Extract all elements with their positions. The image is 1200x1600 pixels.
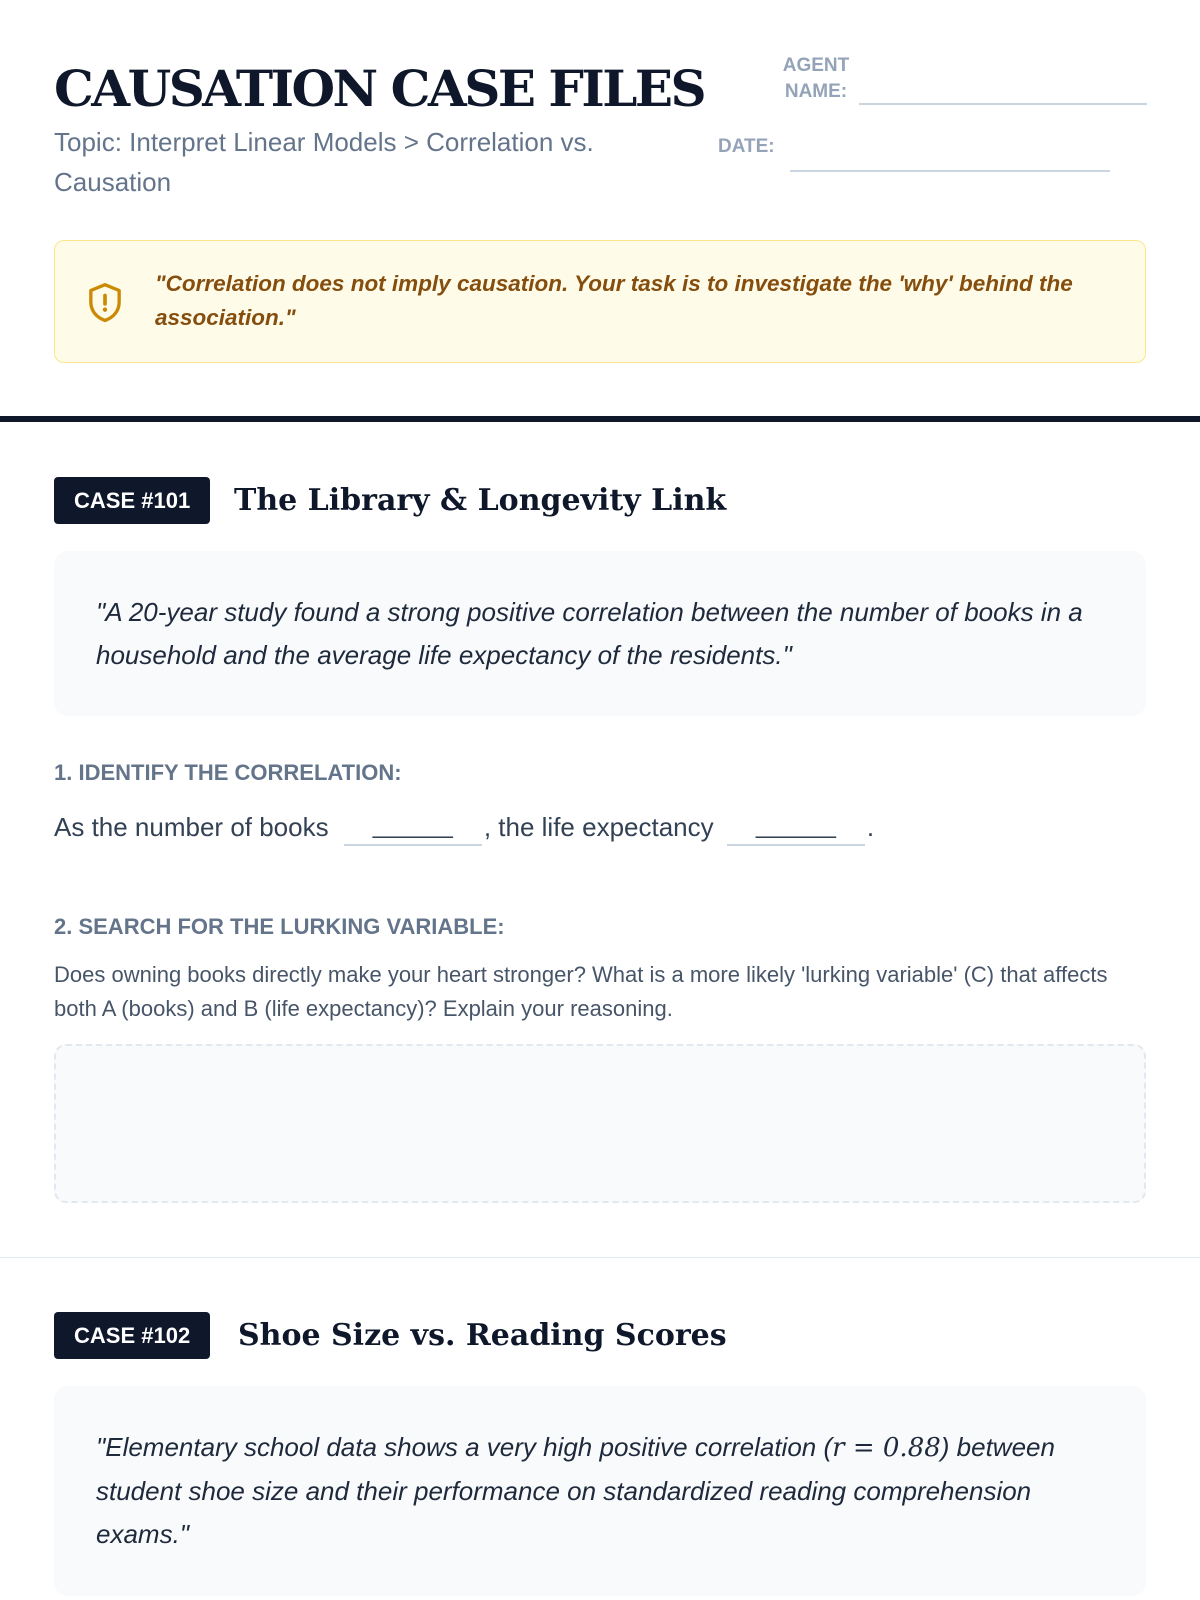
question-heading: 1. IDENTIFY THE CORRELATION: xyxy=(54,760,402,785)
agent-name-label: AGENT NAME: xyxy=(782,55,850,102)
sentence-text: As the number of books xyxy=(54,812,329,842)
answer-box[interactable] xyxy=(54,1044,1146,1203)
question-prompt: Does owning books directly make your heart stronger? What is a more likely 'lurking variable' (C) that affects both A (books) and B (life expectancy)? Explain your reasoning. xyxy=(54,962,1108,1021)
page-title: CAUSATION CASE FILES xyxy=(54,59,705,118)
blank-field[interactable]: ______ xyxy=(727,808,865,846)
sentence-text: , the life expectancy xyxy=(483,812,714,842)
case-title: Shoe Size vs. Reading Scores xyxy=(238,1318,727,1353)
case-badge: CASE #101 xyxy=(54,477,210,524)
math-expression: r = 0.88 xyxy=(832,1433,941,1463)
scenario-card xyxy=(54,551,1146,716)
shield-alert-icon xyxy=(85,281,125,325)
fill-in-sentence xyxy=(54,808,874,848)
scenario-text-part: "Elementary school data shows a very high positive correlation ( xyxy=(96,1432,833,1462)
case-divider xyxy=(0,1257,1200,1258)
motto-banner xyxy=(54,240,1146,363)
blank-field[interactable]: ______ xyxy=(344,808,482,846)
scenario-text: "A 20-year study found a strong positive correlation between the number of books in a household and the average life expectancy of the residents." xyxy=(96,597,1083,670)
agent-name-field[interactable] xyxy=(859,103,1147,105)
page-header xyxy=(54,50,1146,200)
scenario-card xyxy=(54,1386,1146,1596)
topic-label: Topic: Interpret Linear Models > Correlation vs. Causation xyxy=(54,127,594,197)
section-divider xyxy=(0,416,1200,422)
scenario-text xyxy=(96,1426,1096,1556)
scenario-text-part: ) between student shoe size and their performance on standardized reading comprehension exams." xyxy=(96,1432,1055,1549)
date-field[interactable] xyxy=(790,170,1110,172)
question-heading: 2. SEARCH FOR THE LURKING VARIABLE: xyxy=(54,914,505,939)
case-title: The Library & Longevity Link xyxy=(234,483,727,518)
date-label: DATE: xyxy=(718,136,775,157)
motto-quote: "Correlation does not imply causation. Your task is to investigate the 'why' behind the association." xyxy=(155,271,1073,330)
case-badge: CASE #102 xyxy=(54,1312,210,1359)
sentence-text: . xyxy=(866,812,875,842)
